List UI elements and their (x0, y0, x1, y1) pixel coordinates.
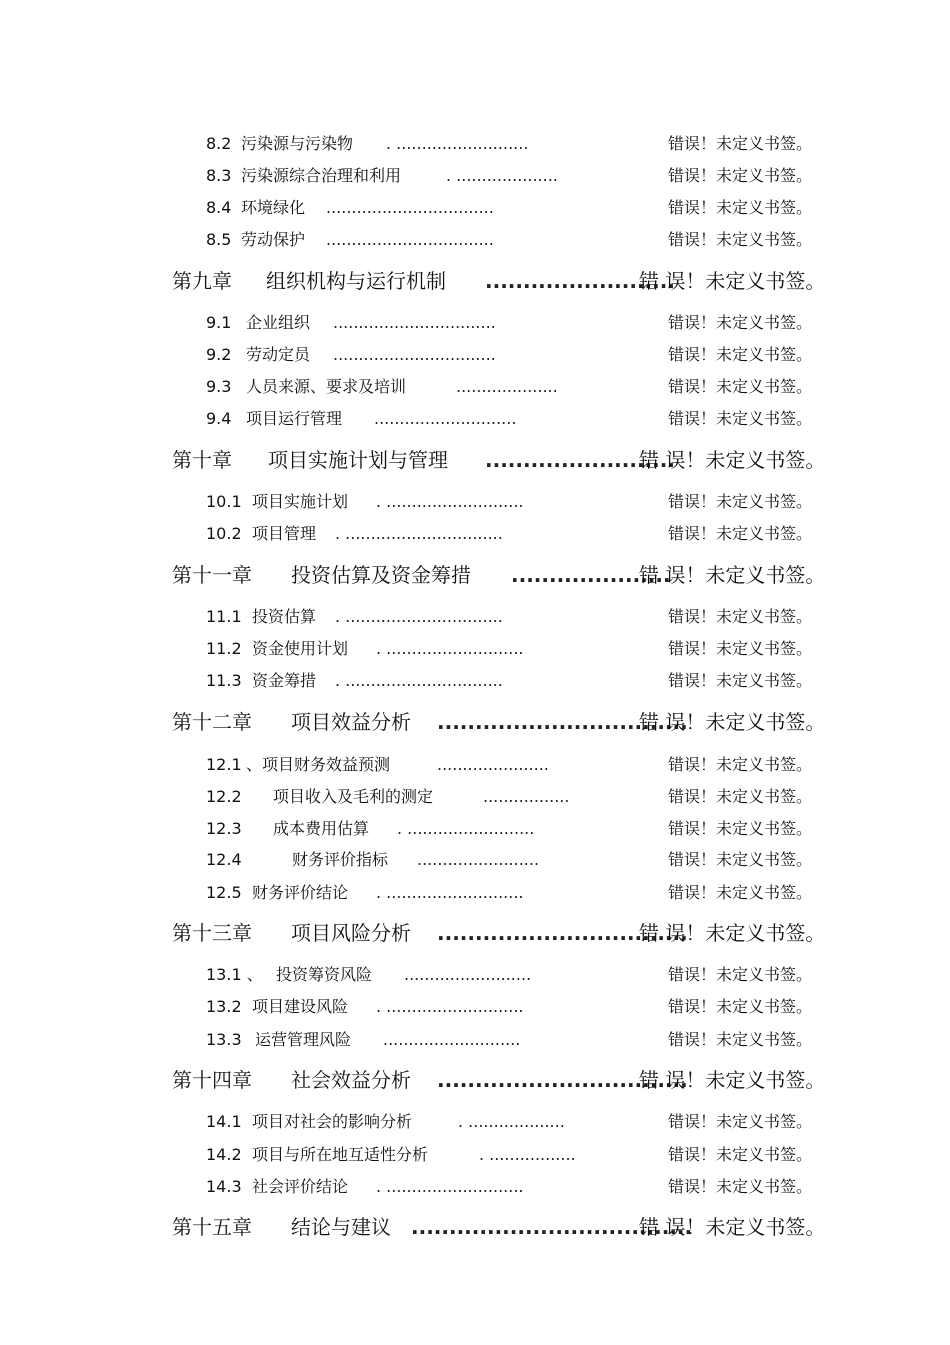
toc-entry-number: 12.3 (206, 819, 242, 838)
toc-chapter-title: 组织机构与运行机制 (266, 269, 446, 293)
toc-leader-dots: .................... (456, 377, 558, 396)
toc-entry-9-3[interactable] (0, 376, 950, 398)
toc-entry-title: 运营管理风险 (255, 1030, 352, 1049)
toc-page-ref: 错误！未定义书签。 (668, 524, 813, 543)
toc-leader-dots: ........................ (417, 850, 540, 869)
toc-chapter-title: 结论与建议 (291, 1215, 391, 1239)
toc-page-ref: 错误！未定义书签。 (668, 409, 813, 428)
toc-leader-dots: . ............................... (335, 607, 503, 626)
toc-leader-dots: ................................ (333, 313, 496, 332)
toc-entry-title: 项目与所在地互适性分析 (252, 1145, 429, 1164)
toc-page-ref: 错误！未定义书签。 (668, 345, 813, 364)
toc-page-ref: 错 误！未定义书签。 (639, 921, 826, 945)
toc-entry-title: 资金使用计划 (252, 639, 349, 658)
toc-entry-11-2[interactable] (0, 638, 950, 660)
toc-entry-number: 11.1 (206, 607, 242, 626)
toc-entry-title: 人员来源、要求及培训 (246, 377, 407, 396)
toc-entry-number: 8.2 (206, 134, 232, 153)
toc-chapter-number: 第十章 (172, 448, 232, 472)
toc-entry-10-1[interactable] (0, 491, 950, 513)
toc-entry-9-4[interactable] (0, 408, 950, 430)
toc-entry-title: 、项目财务效益预测 (246, 755, 391, 774)
toc-entry-8-5[interactable] (0, 229, 950, 251)
toc-entry-number: 13.2 (206, 997, 242, 1016)
toc-entry-12-4[interactable] (0, 849, 950, 871)
toc-leader-dots: ..................................... (411, 1215, 693, 1239)
toc-entry-title: 项目实施计划 (252, 492, 349, 511)
toc-leader-dots: . ................. (479, 1145, 576, 1164)
toc-entry-number: 10.2 (206, 524, 242, 543)
toc-entry-number: 13.3 (206, 1030, 242, 1049)
toc-entry-number: 13.1 、 (206, 965, 263, 984)
toc-page-ref: 错误！未定义书签。 (668, 1145, 813, 1164)
toc-entry-number: 12.5 (206, 883, 242, 902)
toc-page-ref: 错误！未定义书签。 (668, 755, 813, 774)
toc-entry-number: 9.3 (206, 377, 232, 396)
toc-entry-title: 投资估算 (252, 607, 317, 626)
toc-leader-dots: ............................ (374, 409, 517, 428)
toc-leader-dots: . ............................... (335, 671, 503, 690)
toc-entry-number: 9.4 (206, 409, 232, 428)
toc-entry-title: 项目管理 (252, 524, 317, 543)
toc-page-ref: 错 误！未定义书签。 (639, 710, 826, 734)
toc-chapter-number: 第十四章 (172, 1068, 252, 1092)
toc-chapter-number: 第十一章 (172, 563, 252, 587)
toc-page-ref: 错误！未定义书签。 (668, 787, 813, 806)
toc-page-ref: 错误！未定义书签。 (668, 230, 813, 249)
toc-entry-13-2[interactable] (0, 996, 950, 1018)
toc-entry-number: 9.2 (206, 345, 232, 364)
toc-leader-dots: ................................. (326, 230, 494, 249)
toc-entry-title: 项目收入及毛利的测定 (273, 787, 434, 806)
toc-entry-title: 污染源与污染物 (241, 134, 354, 153)
toc-entry-8-3[interactable] (0, 165, 950, 187)
toc-chapter-title: 项目实施计划与管理 (268, 448, 448, 472)
toc-page-ref: 错误！未定义书签。 (668, 313, 813, 332)
toc-entry-title: 财务评价指标 (292, 850, 389, 869)
toc-page-ref: 错 误！未定义书签。 (639, 563, 826, 587)
toc-entry-title: 项目对社会的影响分析 (252, 1112, 413, 1131)
toc-entry-title: 项目建设风险 (252, 997, 349, 1016)
toc-entry-title: 资金筹措 (252, 671, 317, 690)
toc-page-ref: 错误！未定义书签。 (668, 1112, 813, 1131)
toc-page-ref: 错误！未定义书签。 (668, 492, 813, 511)
toc-chapter-13[interactable] (0, 919, 950, 947)
toc-entry-number: 14.2 (206, 1145, 242, 1164)
toc-entry-title: 投资筹资风险 (276, 965, 373, 984)
toc-page-ref: 错误！未定义书签。 (668, 377, 813, 396)
toc-entry-8-2[interactable] (0, 133, 950, 155)
toc-leader-dots: ........................... (383, 1030, 521, 1049)
toc-leader-dots: ................................. (437, 921, 688, 945)
toc-page-ref: 错误！未定义书签。 (668, 671, 813, 690)
toc-entry-14-1[interactable] (0, 1111, 950, 1133)
toc-chapter-title: 投资估算及资金筹措 (291, 563, 471, 587)
toc-page-ref: 错误！未定义书签。 (668, 1177, 813, 1196)
toc-entry-number: 11.3 (206, 671, 242, 690)
toc-entry-11-1[interactable] (0, 606, 950, 628)
toc-leader-dots: . ........................... (376, 997, 524, 1016)
toc-entry-title: 污染源综合治理和利用 (241, 166, 402, 185)
toc-entry-number: 12.4 (206, 850, 242, 869)
toc-leader-dots: ................................. (326, 198, 494, 217)
toc-entry-number: 11.2 (206, 639, 242, 658)
toc-entry-title: 劳动定员 (246, 345, 311, 364)
toc-entry-12-2[interactable] (0, 786, 950, 808)
toc-entry-number: 10.1 (206, 492, 242, 511)
toc-entry-12-5[interactable] (0, 882, 950, 904)
toc-entry-number: 12.2 (206, 787, 242, 806)
toc-leader-dots: . ........................... (376, 1177, 524, 1196)
toc-entry-10-2[interactable] (0, 523, 950, 545)
toc-page-ref: 错误！未定义书签。 (668, 1030, 813, 1049)
toc-leader-dots: . .................... (446, 166, 558, 185)
toc-entry-title: 项目运行管理 (246, 409, 343, 428)
toc-leader-dots: . ........................... (376, 883, 524, 902)
toc-entry-title: 社会评价结论 (252, 1177, 349, 1196)
toc-leader-dots: ......................... (404, 965, 532, 984)
toc-chapter-number: 第九章 (172, 269, 232, 293)
toc-chapter-number: 第十三章 (172, 921, 252, 945)
toc-chapter-14[interactable] (0, 1066, 950, 1094)
toc-leader-dots: ................................. (437, 1068, 688, 1092)
toc-leader-dots: . ................... (458, 1112, 565, 1131)
toc-entry-number: 8.5 (206, 230, 232, 249)
toc-leader-dots: . ........................... (376, 639, 524, 658)
toc-entry-title: 环境绿化 (241, 198, 306, 217)
toc-chapter-11[interactable] (0, 561, 950, 589)
toc-page-ref: 错误！未定义书签。 (668, 607, 813, 626)
toc-entry-title: 劳动保护 (241, 230, 306, 249)
toc-page-ref: 错误！未定义书签。 (668, 639, 813, 658)
toc-chapter-12[interactable] (0, 708, 950, 736)
toc-entry-number: 8.3 (206, 166, 232, 185)
toc-entry-title: 财务评价结论 (252, 883, 349, 902)
toc-entry-12-3[interactable] (0, 818, 950, 840)
toc-chapter-number: 第十二章 (172, 710, 252, 734)
toc-leader-dots: . ......................... (397, 819, 535, 838)
toc-entry-14-2[interactable] (0, 1144, 950, 1166)
toc-entry-13-3[interactable] (0, 1029, 950, 1051)
toc-page-ref: 错误！未定义书签。 (668, 850, 813, 869)
toc-chapter-number: 第十五章 (172, 1215, 252, 1239)
toc-page-ref: 错误！未定义书签。 (668, 134, 813, 153)
toc-entry-13-1[interactable] (0, 964, 950, 986)
toc-chapter-9[interactable] (0, 267, 950, 295)
toc-entry-number: 12.1 (206, 755, 242, 774)
toc-leader-dots: ...................... (437, 755, 549, 774)
toc-leader-dots: ................. (483, 787, 570, 806)
toc-leader-dots: ......................... (485, 448, 675, 472)
toc-page-ref: 错误！未定义书签。 (668, 965, 813, 984)
toc-entry-number: 9.1 (206, 313, 232, 332)
toc-chapter-title: 项目效益分析 (291, 710, 411, 734)
toc-chapter-10[interactable] (0, 446, 950, 474)
toc-entry-12-1[interactable] (0, 754, 950, 776)
toc-entry-9-2[interactable] (0, 344, 950, 366)
toc-leader-dots: ................................ (333, 345, 496, 364)
toc-entry-number: 14.1 (206, 1112, 242, 1131)
toc-entry-number: 8.4 (206, 198, 232, 217)
toc-chapter-title: 社会效益分析 (291, 1068, 411, 1092)
toc-page-ref: 错 误！未定义书签。 (639, 1068, 826, 1092)
toc-page-ref: 错 误！未定义书签。 (639, 448, 826, 472)
toc-entry-number: 14.3 (206, 1177, 242, 1196)
toc-page-ref: 错误！未定义书签。 (668, 819, 813, 838)
toc-leader-dots: . ........................... (376, 492, 524, 511)
toc-entry-9-1[interactable] (0, 312, 950, 334)
toc-leader-dots: ......................... (485, 269, 675, 293)
toc-leader-dots: . .......................... (386, 134, 529, 153)
toc-leader-dots: . ............................... (335, 524, 503, 543)
toc-page-ref: 错误！未定义书签。 (668, 883, 813, 902)
toc-leader-dots: ................................. (437, 710, 688, 734)
toc-page-ref: 错误！未定义书签。 (668, 198, 813, 217)
toc-chapter-15[interactable] (0, 1213, 950, 1241)
toc-entry-8-4[interactable] (0, 197, 950, 219)
toc-entry-title: 企业组织 (246, 313, 311, 332)
toc-page-ref: 错 误！未定义书签。 (639, 269, 826, 293)
toc-page-ref: 错误！未定义书签。 (668, 166, 813, 185)
toc-page-ref: 错误！未定义书签。 (668, 997, 813, 1016)
toc-page-ref: 错 误！未定义书签。 (639, 1215, 826, 1239)
toc-chapter-title: 项目风险分析 (291, 921, 411, 945)
toc-leader-dots: ..................... (511, 563, 671, 587)
toc-entry-title: 成本费用估算 (273, 819, 370, 838)
toc-entry-14-3[interactable] (0, 1176, 950, 1198)
toc-entry-11-3[interactable] (0, 670, 950, 692)
